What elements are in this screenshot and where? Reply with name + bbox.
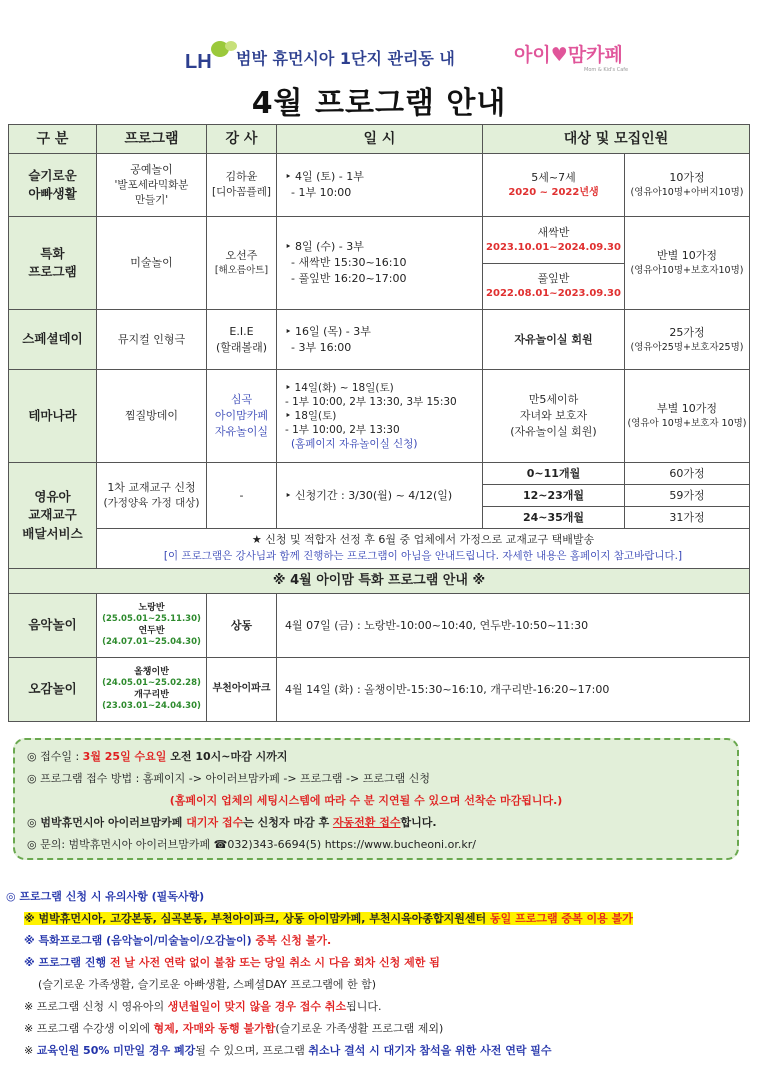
count-cell: 부별 10가정 (영유아 10명+보호자 10명): [625, 370, 750, 463]
program-cell: 뮤지컬 인형극: [97, 310, 207, 370]
teacher-cell: 오선주 [해오름아트]: [207, 217, 277, 310]
header-datetime: 일 시: [277, 125, 483, 154]
registration-notice: [13, 738, 739, 860]
date-cell: ‣ 4일 (토) - 1부 - 1부 10:00: [277, 154, 483, 217]
delivery-disclaimer: [이 프로그램은 강사님과 함께 진행하는 프로그램이 아님을 안내드립니다. 자세한 내용은 홈페이지 참고바랍니다.]: [163, 549, 683, 562]
date-cell: ‣ 14일(화) ~ 18일(토) - 1부 10:00, 2부 13:30, 3부 15:30 ‣ 18일(토) - 1부 10:00, 2부 13:30 (홈페이지 자유놀이실 신청): [277, 370, 483, 463]
teacher-cell: -: [207, 463, 277, 529]
target-cell: 풀잎반 2022.08.01~2023.09.30: [483, 264, 625, 310]
header-teacher: 강 사: [207, 125, 277, 154]
delivery-note: ★ 신청 및 적합자 선정 후 6월 중 업체에서 가정으로 교재교구 택배발송: [251, 533, 595, 547]
target-cell: 만5세이하 자녀와 보호자 (자유놀이실 회원): [483, 370, 625, 463]
class-cell: 노랑반 (25.05.01~25.11.30) 연두반 (24.07.01~25.04.30): [97, 594, 207, 658]
caution-item: ※ 범박휴먼시아, 고강본동, 심곡본동, 부천아이파크, 상동 아이맘카페, 부천시육아종합지원센터 동일 프로그램 중복 이용 불가: [24, 912, 633, 925]
table-row: [9, 370, 750, 463]
class-cell: 올챙이반 (24.05.01~25.02.28) 개구리반 (23.03.01~24.04.30): [97, 658, 207, 722]
table-banner-row: [9, 569, 750, 594]
date-cell: ‣ 16일 (목) - 3부 - 3부 16:00: [277, 310, 483, 370]
age-cell: 12~23개월: [483, 485, 625, 507]
count-cell: 반별 10가정 (영유아10명+보호자10명): [625, 217, 750, 310]
notice-line: ◎ 접수일 : 3월 25일 수요일 오전 10시~마감 시까지: [27, 750, 288, 763]
count-cell: 10가정 (영유아10명+아버지10명): [625, 154, 750, 217]
caution-section: [6, 886, 751, 1062]
count-cell: 31가정: [625, 507, 750, 529]
schedule-cell: 4월 07일 (금) : 노랑반-10:00~10:40, 연두반-10:50~11:30: [277, 594, 750, 658]
header-category: 구 분: [9, 125, 97, 154]
table-row: [9, 154, 750, 217]
count-cell: 60가정: [625, 463, 750, 485]
age-cell: 0~11개월: [483, 463, 625, 485]
teacher-cell: E.I.E (할래볼래): [207, 310, 277, 370]
target-cell: 5세~7세 2020 ~ 2022년생: [483, 154, 625, 217]
special-program-banner: ※ 4월 아이맘 특화 프로그램 안내 ※: [9, 569, 750, 594]
caution-item: ※ 프로그램 진행 전 날 사전 연락 없이 불참 또는 당일 취소 시 다음 회차 신청 제한 됨: [24, 956, 440, 969]
delivery-note-cell: [97, 529, 750, 569]
count-cell: 59가정: [625, 485, 750, 507]
location-cell: 부천아이파크: [207, 658, 277, 722]
notice-line: (홈페이지 업체의 세팅시스템에 따라 수 분 지연될 수 있으며 선착순 마감됩니다.): [169, 794, 563, 807]
table-row: [9, 529, 750, 569]
header-target: 대상 및 모집인원: [483, 125, 750, 154]
page-title: 4월 프로그램 안내: [251, 86, 507, 121]
program-cell: 공예놀이 '발포세라믹화분 만들기': [97, 154, 207, 217]
cafe-logo-subtitle: Mom & Kid's Cafe: [584, 67, 629, 73]
table-row: [9, 594, 750, 658]
date-cell: ‣ 8일 (수) - 3부 - 새싹반 15:30~16:10 - 풀잎반 16:20~17:00: [277, 217, 483, 310]
notice-line: ◎ 프로그램 접수 방법 : 홈페이지 -> 아이러브맘카페 -> 프로그램 -> 프로그램 신청: [27, 772, 430, 785]
program-cell: 찜질방데이: [97, 370, 207, 463]
header-location: 범박 휴먼시아 1단지 관리동 내: [236, 49, 455, 68]
category-cell: 테마나라: [9, 370, 97, 463]
category-cell: 음악놀이: [9, 594, 97, 658]
age-cell: 24~35개월: [483, 507, 625, 529]
table-row: [9, 463, 750, 485]
teacher-cell: 심곡 아이맘카페 자유놀이실: [207, 370, 277, 463]
table-row: [9, 658, 750, 722]
caution-title: ◎ 프로그램 신청 시 유의사항 (필독사항): [6, 890, 205, 903]
table-row: [9, 310, 750, 370]
location-cell: 상동: [207, 594, 277, 658]
teacher-cell: 김하윤 [디아꼼플레]: [207, 154, 277, 217]
category-cell: 슬기로운 아빠생활: [9, 154, 97, 217]
table-row: [9, 217, 750, 264]
category-cell: 오감놀이: [9, 658, 97, 722]
date-cell: ‣ 신청기간 : 3/30(월) ~ 4/12(일): [277, 463, 483, 529]
caution-item: ※ 프로그램 수강생 이외에 형제, 자매와 동행 불가함(슬기로운 가족생활 프로그램 제외): [24, 1022, 444, 1035]
program-cell: 1차 교재교구 신청 (가정양육 가정 대상): [97, 463, 207, 529]
program-table: [8, 124, 750, 722]
program-cell: 미술놀이: [97, 217, 207, 310]
caution-item: ※ 특화프로그램 (음악놀이/미술놀이/오감놀이) 중복 신청 불가.: [24, 934, 332, 947]
category-cell: 스페셜데이: [9, 310, 97, 370]
target-cell: 자유놀이실 회원: [483, 310, 625, 370]
cafe-logo: 아이♥맘카페: [514, 44, 623, 66]
target-cell: 새싹반 2023.10.01~2024.09.30: [483, 217, 625, 264]
contact-line: ◎ 문의: 범박휴먼시아 아이러브맘카페 ☎032)343-6694(5) https://www.bucheoni.or.kr/: [27, 838, 476, 851]
caution-item: (슬기로운 가족생활, 슬기로운 아빠생활, 스페셜DAY 프로그램에 한 함): [38, 978, 376, 991]
caution-item: ※ 프로그램 신청 시 영유아의 생년월일이 맞지 않을 경우 접수 취소됩니다.: [24, 1000, 382, 1013]
schedule-cell: 4월 14일 (화) : 올챙이반-15:30~16:10, 개구리반-16:20~17:00: [277, 658, 750, 722]
header-program: 프로그램: [97, 125, 207, 154]
category-cell: 영유아 교재교구 배달서비스: [9, 463, 97, 569]
count-cell: 25가정 (영유아25명+보호자25명): [625, 310, 750, 370]
table-header-row: [9, 125, 750, 154]
category-cell: 특화 프로그램: [9, 217, 97, 310]
notice-line: ◎ 범박휴먼시아 아이러브맘카페 대기자 접수는 신청자 마감 후 자동전환 접수합니다.: [27, 816, 437, 829]
caution-item: ※ 교육인원 50% 미만일 경우 폐강될 수 있으며, 프로그램 취소나 결석 시 대기자 참석을 위한 사전 연락 필수: [24, 1044, 552, 1057]
lh-logo-text: LH: [185, 51, 212, 72]
